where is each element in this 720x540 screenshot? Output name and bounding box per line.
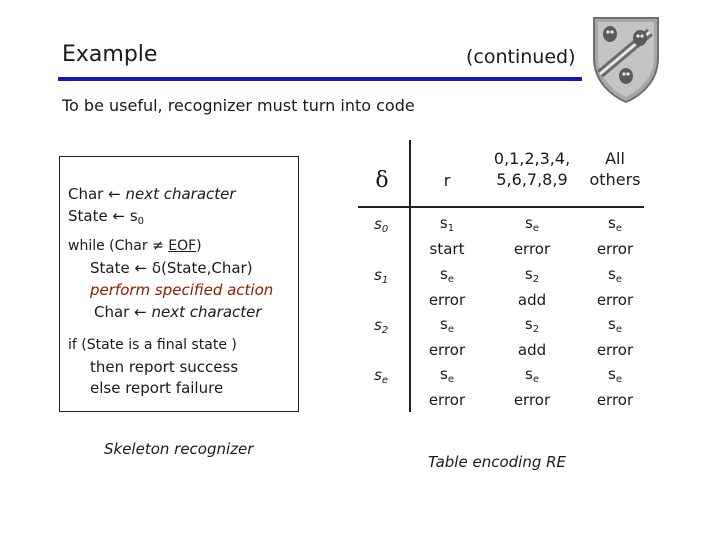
table-row-label: $s_2$ (374, 316, 389, 336)
table-header-digits: 0,1,2,3,4, 5,6,7,8,9 (493, 149, 571, 189)
code-line-transition: State ← δ(State,Char) (90, 259, 253, 277)
table-cell: $s_e$ error (596, 365, 634, 409)
code-line-advance: Char ← next character (94, 303, 262, 321)
table-row-label: $s_e$ (374, 366, 388, 386)
table-column-rule (409, 140, 411, 412)
table-cell: $s_e$ error (428, 365, 466, 409)
caption-table-encoding: Table encoding RE (428, 453, 567, 471)
slide-subtitle: (continued) (466, 46, 576, 68)
table-cell: $s_e$ error (513, 365, 551, 409)
code-line-next-char: Char ← next character (68, 185, 236, 203)
table-cell: $s_2$ add (517, 265, 547, 309)
table-header-rule (358, 206, 644, 208)
table-header-r: r (443, 171, 451, 190)
table-cell: $s_e$ error (596, 315, 634, 359)
table-cell: $s_e$ error (428, 265, 466, 309)
table-cell: $s_e$ error (513, 214, 551, 258)
code-line-init-state: State ← $s_0$ (68, 207, 145, 227)
slide-title: Example (62, 42, 158, 67)
caption-skeleton-recognizer: Skeleton recognizer (104, 440, 254, 458)
table-row-label: $s_1$ (374, 266, 389, 286)
table-header-others: All others (589, 149, 641, 189)
skeleton-code-box (59, 156, 299, 412)
intro-text: To be useful, recognizer must turn into code (62, 96, 415, 115)
table-cell: $s_e$ error (596, 265, 634, 309)
title-rule (58, 77, 582, 81)
code-line-perform: perform specified action (90, 281, 274, 299)
code-line-else: else report failure (90, 379, 224, 397)
table-cell: $s_e$ error (596, 214, 634, 258)
code-line-while: while (Char ≠ EOF) (68, 238, 202, 254)
table-corner-delta: δ (375, 168, 389, 193)
table-cell: $s_2$ add (517, 315, 547, 359)
table-cell: $s_e$ error (428, 315, 466, 359)
table-cell: $s_1$ start (429, 214, 465, 258)
university-crest-logo (590, 14, 662, 104)
code-line-if: if (State is a final state ) (68, 337, 237, 353)
code-line-then: then report success (90, 358, 239, 376)
table-row-label: $s_0$ (374, 215, 389, 235)
